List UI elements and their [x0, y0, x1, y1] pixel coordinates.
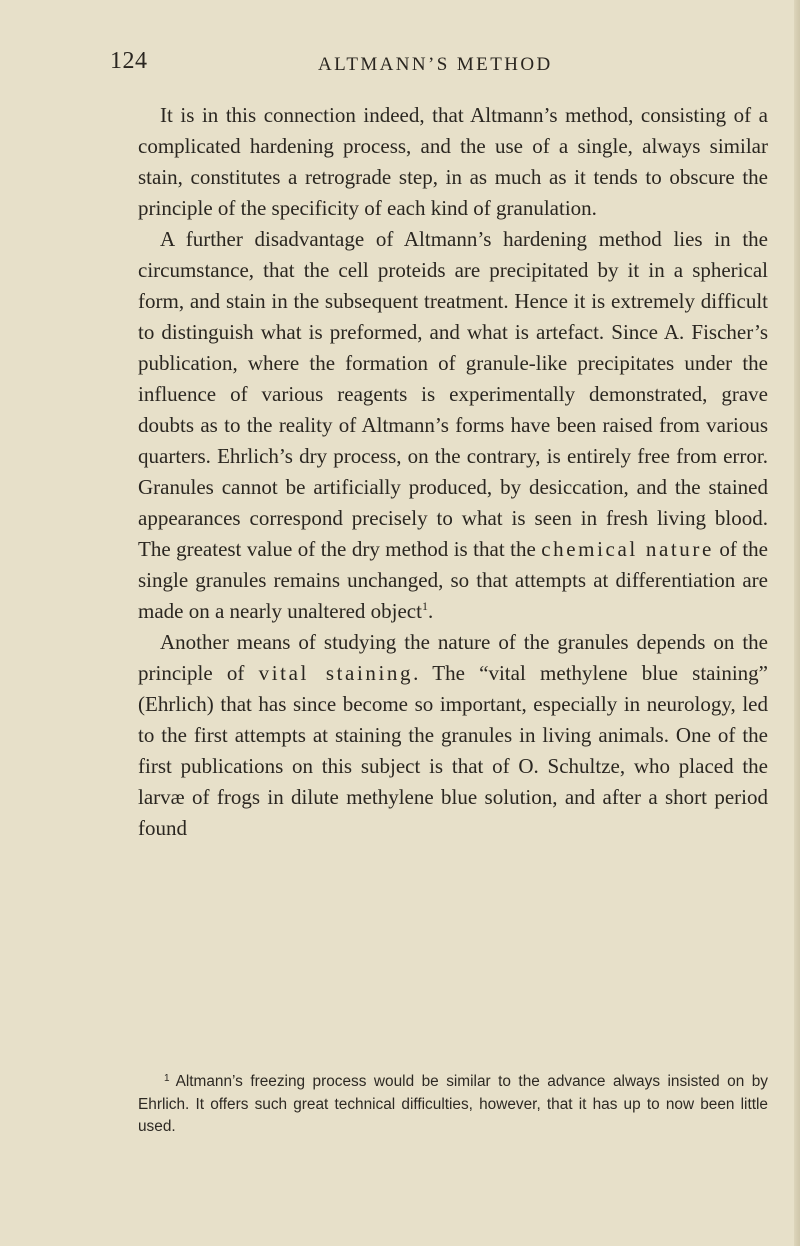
- paragraph-2-emphasis: chemical nature: [541, 537, 714, 561]
- paragraph-3-text-a: Another means of studying the nature of the granules depends on the principle of: [138, 630, 768, 685]
- footnote-text: Altmann’s freezing process would be similar to the advance always insisted on by Ehrlich. It offers such great technical difficulties, however, that it has up to now been little used.: [138, 1073, 768, 1135]
- paragraph-3: [138, 627, 768, 844]
- running-head: ALTMANN’S METHOD: [318, 54, 553, 75]
- paragraph-2: [138, 224, 768, 627]
- paragraph-2-text-b: of the single granules remains unchanged, so that attempts at differentiation are made on a nearly unaltered object: [138, 537, 768, 623]
- body-text: [138, 100, 768, 844]
- page-number: 124: [110, 48, 148, 74]
- paragraph-1-text: It is in this connection indeed, that Altmann’s method, consisting of a complicated hardening process, and the use of a single, always similar stain, constitutes a retrograde step, in as much as it tends to obscure the principle of the specificity of each kind of granulation.: [138, 103, 768, 220]
- paragraph-2-text-a: A further disadvantage of Altmann’s hardening method lies in the circumstance, that the cell proteids are precipitated by it in a spherical form, and stain in the subsequent treatment. Hence it is extremely difficult to distinguish what is preformed, and what is artefact. Since A. Fischer’s publication, where the formation of granule-like precipitates under the influence of various reagents is experimentally demonstrated, grave doubts as to the reality of Altmann’s forms have been raised from various quarters. Ehrlich’s dry process, on the contrary, is entirely free from error. Granules cannot be artificially produced, by desiccation, and the stained appearances correspond precisely to what is seen in fresh living blood. The greatest value of the dry method is that the: [138, 227, 768, 561]
- paragraph-1: [138, 100, 768, 224]
- footnote-marker: 1: [164, 1073, 170, 1084]
- paragraph-2-text-c: .: [427, 599, 434, 623]
- footnote-paragraph: [138, 1068, 768, 1139]
- page-header: [0, 48, 800, 88]
- page-edge-shadow: [794, 0, 800, 1246]
- footnote: [138, 1068, 768, 1139]
- footnote-reference[interactable]: 1: [421, 599, 428, 613]
- paragraph-3-emphasis: vital staining: [258, 661, 414, 685]
- paragraph-3-text-b: . The “vital methylene blue staining” (Ehrlich) that has since become so important, especially in neurology, led to the first attempts at staining the granules in living animals. One of the first publications on this subject is that of O. Schultze, who placed the larvæ of frogs in dilute methylene blue solution, and after a short period found: [138, 661, 768, 840]
